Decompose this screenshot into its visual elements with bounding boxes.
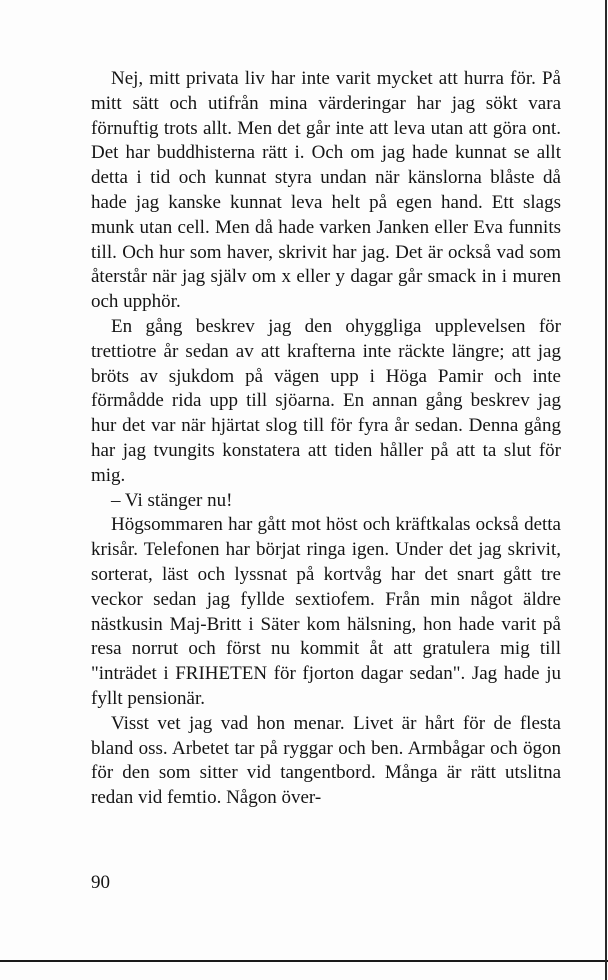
paragraph-2: En gång beskrev jag den ohyggliga upplevelsen för trettiotre år sedan av att krafterna inte räckte längre; att jag bröts av sjukdom på vägen upp i Höga Pamir och inte förmådde rida upp till sjöarna. En annan gång beskrev jag hur det var när hjärtat slog till för fyra år sedan. Denna gång har jag tvungits konstatera att tiden håller på att ta slut för mig.	[91, 315, 561, 486]
paragraph-1: Nej, mitt privata liv har inte varit mycket att hurra för. På mitt sätt och utifrån mina värderingar har jag sökt vara förnuftig trots allt. Men det går inte att leva utan att göra ont. Det har buddhisterna rätt i. Och om jag hade kunnat se allt detta i tid och kunnat styra undan när känslorna blåste då hade jag kanske kunnat leva helt på egen hand. Ett slags munk utan cell. Men då hade varken Janken eller Eva funnits till. Och hur som haver, skrivit har jag. Det är också vad som återstår när jag själv om x eller y dagar går smack in i muren och upphör.	[91, 68, 561, 313]
paragraph-5: Visst vet jag vad hon menar. Livet är hårt för de flesta bland oss. Arbetet tar på ryggar och ben. Armbågar och ögon för den som sitter vid tangentbord. Många är rätt utslitna redan vid femtio. Någon över-	[91, 712, 561, 809]
paragraph-3-dialogue: – Vi stänger nu!	[111, 489, 233, 511]
page-number: 90	[91, 872, 110, 893]
bottom-edge-line	[0, 960, 608, 962]
right-edge-line	[605, 0, 607, 980]
body-text	[91, 67, 561, 811]
paragraph-4: Högsommaren har gått mot höst och kräftkalas också detta krisår. Telefonen har börjat ringa igen. Under det jag skrivit, sorterat, läst och lyssnat på kortvåg har det snart gått tre veckor sedan jag fyllde sextiofem. Från min något äldre nästkusin Maj-Britt i Säter kom hälsning, hon hade varit på resa norrut och först nu kommit åt att gratulera mig till "inträdet i FRIHETEN för fjorton dagar sedan". Jag hade ju fyllt pensionär.	[91, 514, 561, 709]
